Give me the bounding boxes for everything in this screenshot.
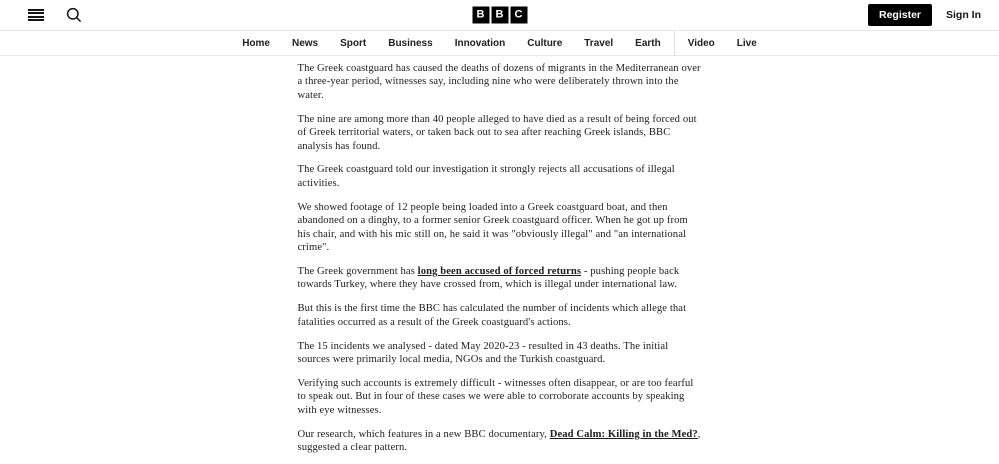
article-paragraph: The Greek government has long been accused of forced returns - pushing people back towards Turkey, where they have crossed from, which is illegal under international law.	[297, 265, 680, 291]
search-button[interactable]	[66, 7, 82, 23]
article-paragraph: The 15 incidents we analysed - dated May 2020-23 - resulted in 43 deaths. The initial sources were primarily local media, NGOs and the Turkish coastguard.	[297, 340, 669, 365]
nav-bar	[0, 31, 999, 56]
nav-item-home[interactable]: Home	[242, 37, 270, 49]
hamburger-icon	[28, 9, 44, 22]
nav-item-earth[interactable]: Earth	[635, 37, 661, 49]
nav-item-business[interactable]: Business	[388, 37, 433, 49]
logo-letter: C	[510, 7, 527, 24]
bbc-logo[interactable]	[472, 7, 527, 24]
article-paragraph: We showed footage of 12 people being loaded into a Greek coastguard boat, and then abandoned on a dinghy, to a former senior Greek coastguard officer. When he got up from his chair, and with his mic still on, he said it was "obviously illegal" and "an international crime".	[297, 201, 688, 253]
article-paragraph: The nine are among more than 40 people alleged to have died as a result of being forced out of Greek territorial waters, or taken back out to sea after reaching Greek islands, BBC analysis has found.	[297, 113, 697, 152]
nav-divider	[674, 31, 675, 56]
logo-letter: B	[491, 7, 508, 24]
nav-item-culture[interactable]: Culture	[527, 37, 563, 49]
nav-primary	[231, 31, 672, 56]
article-paragraph: But this is the first time the BBC has calculated the number of incidents which allege that fatalities occurred as a result of the Greek coastguard's actions.	[297, 303, 687, 328]
article-paragraph: The Greek coastguard has caused the deaths of dozens of migrants in the Mediterranean over a three-year period, witnesses say, including nine who were deliberately thrown into the water.	[297, 63, 701, 101]
nav-item-sport[interactable]: Sport	[340, 37, 367, 49]
inline-link[interactable]: Dead Calm: Killing in the Med?	[549, 428, 698, 440]
menu-button[interactable]	[28, 9, 44, 22]
inline-link[interactable]: long been accused of forced returns	[417, 265, 582, 277]
article-paragraph: Verifying such accounts is extremely difficult - witnesses often disappear, or are too fearful to speak out. But in four of these cases we were able to corroborate accounts by speaking with eye witnesses.	[297, 377, 694, 416]
register-button[interactable]: Register	[868, 4, 932, 26]
nav-item-news[interactable]: News	[291, 37, 319, 49]
search-icon	[66, 7, 82, 23]
nav-item-innovation[interactable]: Innovation	[454, 37, 506, 49]
nav-secondary	[677, 31, 768, 56]
article-paragraph: The Greek coastguard told our investigation it strongly rejects all accusations of illegal activities.	[297, 164, 675, 189]
nav-item-video[interactable]: Video	[687, 37, 715, 49]
nav-item-travel[interactable]: Travel	[584, 37, 614, 49]
sign-in-link[interactable]: Sign In	[946, 9, 981, 21]
top-bar	[0, 0, 999, 31]
logo-letter: B	[472, 7, 489, 24]
article-paragraph: Our research, which features in a new BBC documentary, Dead Calm: Killing in the Med?, suggested a clear pattern.	[297, 428, 701, 453]
article-body	[298, 56, 702, 454]
topbar-right	[868, 4, 987, 26]
nav-item-live[interactable]: Live	[736, 37, 757, 49]
